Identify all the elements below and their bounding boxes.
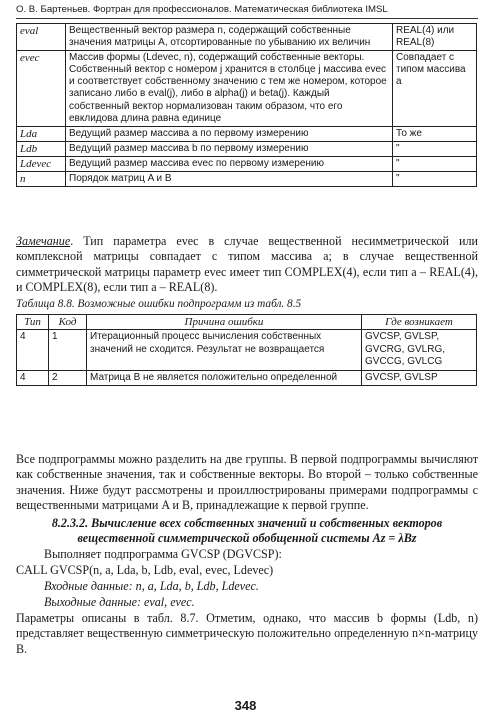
note-label: Замечание xyxy=(16,234,71,248)
running-head: О. В. Бартеньев. Фортран для профессионалов. Математическая библиотека IMSL xyxy=(16,4,478,19)
errors-table-header xyxy=(17,315,477,330)
cell-code: 2 xyxy=(49,370,87,386)
header-where: Где возникает xyxy=(362,315,477,330)
table-row xyxy=(17,172,477,187)
body-paragraph: Все подпрограммы можно разделить на две группы. В первой подпрограммы вычисляют как собственные значения, так и собственные векторы. Во второй – только собственные значения. Ниже будут рассмотрены и проиллюстрированы примерами подпрограммы с вещественными матрицами A и B, принадлежащие к первой группе. xyxy=(16,452,478,513)
header-code: Код xyxy=(49,315,87,330)
param-description: Массив формы (Ldevec, n), содержащий собственные векторы. Собственный вектор с номером j хранится в столбце j массива evec и соответствует собственному значению с тем же номером, которое записано либо в eval(j), либо в alpha(j) и beta(j). Каждый собственный вектор нормализован таким образом, что его евклидова длина равна единице xyxy=(66,51,393,127)
note-paragraph xyxy=(16,234,478,295)
procedure-line: Выполняет подпрограмма GVCSP (DGVCSP): xyxy=(44,547,282,561)
cell-where: GVCSP, GVLSP, GVCRG, GVLRG, GVCCG, GVLCG xyxy=(362,330,477,371)
table-row xyxy=(17,370,477,386)
table-row xyxy=(17,24,477,51)
parameters-table xyxy=(16,23,477,187)
table-row xyxy=(17,51,477,127)
param-name: eval xyxy=(17,24,66,51)
param-description: Ведущий размер массива evec по первому измерению xyxy=(66,156,393,171)
param-description: Ведущий размер массива a по первому измерению xyxy=(66,126,393,141)
cell-type: 4 xyxy=(17,370,49,386)
table-row xyxy=(17,126,477,141)
param-name: n xyxy=(17,172,66,187)
table-caption: Таблица 8.8. Возможные ошибки подпрограмм из табл. 8.5 xyxy=(16,298,302,310)
header-type: Тип xyxy=(17,315,49,330)
param-type: То же xyxy=(393,126,477,141)
param-name: Ldevec xyxy=(17,156,66,171)
param-name: evec xyxy=(17,51,66,127)
output-data-line: Выходные данные: eval, evec. xyxy=(44,595,195,609)
param-description: Вещественный вектор размера n, содержащий собственные значения матрицы A, отсортированные по убыванию их величин xyxy=(66,24,393,51)
table-row xyxy=(17,330,477,371)
param-type: REAL(4) или REAL(8) xyxy=(393,24,477,51)
cell-where: GVCSP, GVLSP xyxy=(362,370,477,386)
cell-type: 4 xyxy=(17,330,49,371)
param-type: " xyxy=(393,141,477,156)
cell-cause: Матрица B не является положительно определенной xyxy=(87,370,362,386)
param-type: " xyxy=(393,172,477,187)
input-data-line: Входные данные: n, a, Lda, b, Ldb, Ldevec. xyxy=(44,579,259,593)
param-name: Lda xyxy=(17,126,66,141)
param-name: Ldb xyxy=(17,141,66,156)
cell-cause: Итерационный процесс вычисления собственных значений не сходится. Результат не возвращается xyxy=(87,330,362,371)
errors-table xyxy=(16,314,477,386)
param-description: Порядок матриц A и B xyxy=(66,172,393,187)
cell-code: 1 xyxy=(49,330,87,371)
section-heading: 8.2.3.2. Вычисление всех собственных значений и собственных векторов вещественной симметрической обобщенной системы Az = λBz xyxy=(51,516,443,546)
table-row xyxy=(17,156,477,171)
param-type: Совпадает с типом массива a xyxy=(393,51,477,127)
table-row xyxy=(17,141,477,156)
body-paragraph: Параметры описаны в табл. 8.7. Отметим, однако, что массив b формы (Ldb, n) представляет вещественную симметрическую положительно определенную n×n-матрицу B. xyxy=(16,611,478,656)
page-number: 348 xyxy=(234,698,257,713)
param-type: " xyxy=(393,156,477,171)
call-statement: CALL GVCSP(n, a, Lda, b, Ldb, eval, evec, Ldevec) xyxy=(16,563,274,577)
header-cause: Причина ошибки xyxy=(87,315,362,330)
note-text: . Тип параметра evec в случае вещественной несимметрической или комплексной матрицы совпадает с типом массива a; в случае вещественной симметрической матрицы параметр evec имеет тип COMPLEX(4), если тип a – REAL(4), и COMPLEX(8), если тип a – REAL(8). xyxy=(16,234,478,294)
param-description: Ведущий размер массива b по первому измерению xyxy=(66,141,393,156)
